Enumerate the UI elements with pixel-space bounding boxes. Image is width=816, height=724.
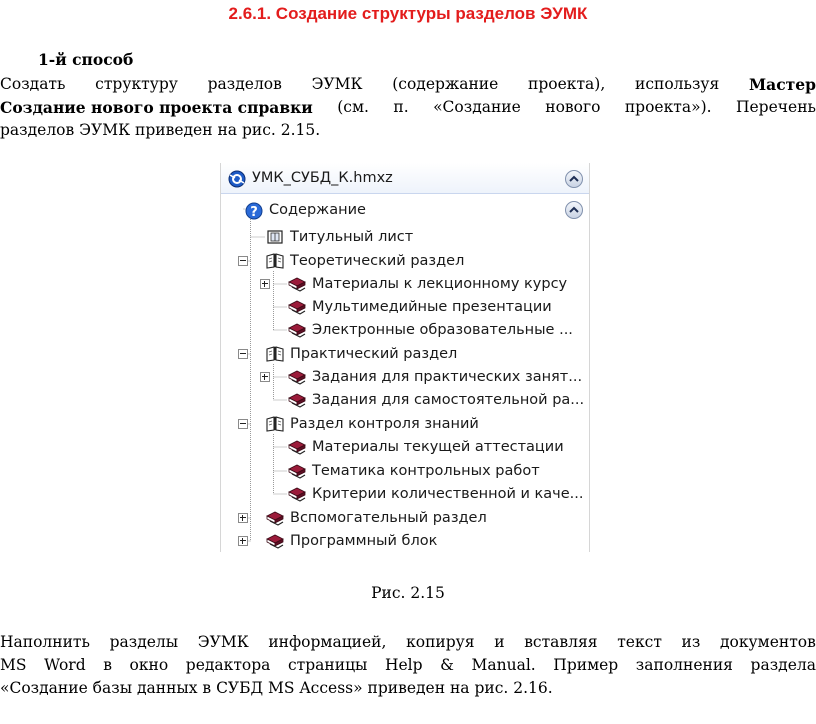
expand-icon[interactable] xyxy=(238,536,248,546)
closed-book-icon xyxy=(287,391,307,409)
table-of-contents-panel xyxy=(220,163,590,552)
chevron-up-icon xyxy=(568,204,580,216)
paragraph-word: Manual. xyxy=(471,656,536,674)
collapse-icon[interactable] xyxy=(238,349,248,359)
paragraph-word: ЭУМК xyxy=(311,75,363,93)
collapse-project-button[interactable] xyxy=(565,170,583,188)
collapse-icon[interactable] xyxy=(238,256,248,266)
paragraph-word: в xyxy=(103,656,112,674)
tree-item[interactable] xyxy=(287,484,584,504)
paragraph-word: и xyxy=(494,633,505,651)
paragraph-word: «Создание xyxy=(433,98,521,116)
tree-item[interactable] xyxy=(287,367,582,387)
tree-item-label: Материалы к лекционному курсу xyxy=(312,276,568,292)
paragraph-word: Перечень xyxy=(735,98,816,116)
tree-item[interactable] xyxy=(265,227,413,247)
paragraph-word: разделы xyxy=(109,633,179,651)
tree-item-label: Материалы текущей аттестации xyxy=(312,439,564,455)
help-project-icon xyxy=(227,169,247,187)
paragraph-word: документов xyxy=(719,633,816,651)
paragraph-word: из xyxy=(681,633,701,651)
paragraph-word: проекта), xyxy=(528,75,606,93)
help-icon xyxy=(244,201,264,219)
contents-label: Содержание xyxy=(269,202,366,218)
tree-item[interactable] xyxy=(287,320,573,340)
paragraph-word: Help xyxy=(384,656,423,674)
tree-item[interactable] xyxy=(265,414,479,434)
tree-item-label: Электронные образовательные ... xyxy=(312,322,573,338)
tree-item-label: Раздел контроля знаний xyxy=(290,416,479,432)
tree-item-label: Теоретический раздел xyxy=(290,253,465,269)
expand-icon[interactable] xyxy=(238,513,248,523)
tree-item[interactable] xyxy=(265,531,437,551)
paragraph-word: Мастер xyxy=(749,75,816,94)
closed-book-icon xyxy=(265,532,285,550)
paragraph-word: п. xyxy=(393,98,409,116)
tree-item[interactable] xyxy=(265,508,487,528)
tree-item-label: Вспомогательный раздел xyxy=(290,510,487,526)
paragraph-word: (содержание xyxy=(392,75,499,93)
closed-book-icon xyxy=(287,298,307,316)
paragraph-word: раздела xyxy=(750,656,816,674)
tree-item[interactable] xyxy=(287,297,552,317)
paragraph-word: Создать xyxy=(0,75,66,93)
paragraph-word: страницы xyxy=(288,656,368,674)
paragraph-word: вставляя xyxy=(524,633,598,651)
paragraph-word: Пример xyxy=(553,656,619,674)
tree-item-label: Практический раздел xyxy=(290,346,458,362)
closed-book-icon xyxy=(287,485,307,503)
fill-paragraph xyxy=(0,631,816,700)
closed-book-icon xyxy=(287,368,307,386)
tree-item-label: Задания для практических занят... xyxy=(312,369,583,385)
paragraph-word: информацией, xyxy=(268,633,387,651)
tree-item-label: Титульный лист xyxy=(290,229,414,245)
project-root-node[interactable] xyxy=(227,168,393,188)
paragraph-word: структуру xyxy=(95,75,178,93)
paragraph-word: Создание нового проекта справки xyxy=(0,98,313,117)
section-heading: 2.6.1. Создание структуры разделов ЭУМК xyxy=(228,4,588,23)
figure-caption: Рис. 2.15 xyxy=(371,584,445,602)
paragraph-word: проекта»). xyxy=(624,98,712,116)
paragraph-word: нового xyxy=(545,98,601,116)
paragraph-word: (см. xyxy=(337,98,369,116)
tree-item-label: Критерии количественной и каче... xyxy=(312,486,584,502)
tree-item[interactable] xyxy=(287,274,567,294)
intro-paragraph xyxy=(0,73,816,142)
tree-item[interactable] xyxy=(287,437,564,457)
tree-item-label: Задания для самостоятельной ра... xyxy=(312,392,585,408)
tree-item-label: Программный блок xyxy=(290,533,438,549)
tree-item[interactable] xyxy=(287,390,584,410)
open-book-icon xyxy=(265,252,285,270)
paragraph-line xyxy=(0,96,816,119)
paragraph-word: ЭУМК xyxy=(197,633,249,651)
paragraph-line xyxy=(0,654,816,677)
paragraph-word: Word xyxy=(44,656,86,674)
chevron-up-icon xyxy=(568,173,580,185)
closed-book-icon xyxy=(287,462,307,480)
paragraph-word: Наполнить xyxy=(0,633,90,651)
tree-item[interactable] xyxy=(265,344,457,364)
contents-node[interactable] xyxy=(244,200,366,220)
open-book-icon xyxy=(265,415,285,433)
paragraph-word: & xyxy=(440,656,454,674)
paragraph-word: копируя xyxy=(406,633,475,651)
paragraph-line xyxy=(0,631,816,654)
svg-text:?: ? xyxy=(250,205,258,220)
paragraph-word: окно xyxy=(129,656,169,674)
method-title: 1-й способ xyxy=(38,50,134,69)
collapse-contents-button[interactable] xyxy=(565,201,583,219)
closed-book-icon xyxy=(287,321,307,339)
expand-icon[interactable] xyxy=(260,279,270,289)
closed-book-icon xyxy=(287,438,307,456)
expand-icon[interactable] xyxy=(260,372,270,382)
paragraph-word: разделов xyxy=(207,75,282,93)
paragraph-line: разделов ЭУМК приведен на рис. 2.15. xyxy=(0,121,321,139)
paragraph-word: MS xyxy=(0,656,27,674)
paragraph-word: используя xyxy=(634,75,720,93)
open-book-icon xyxy=(265,345,285,363)
title-page-icon xyxy=(265,228,285,246)
paragraph-word: редактора xyxy=(185,656,271,674)
closed-book-icon xyxy=(287,275,307,293)
tree-item-label: Тематика контрольных работ xyxy=(312,463,540,479)
collapse-icon[interactable] xyxy=(238,419,248,429)
closed-book-icon xyxy=(265,509,285,527)
tree-item[interactable] xyxy=(287,461,540,481)
tree-item[interactable] xyxy=(265,251,464,271)
paragraph-word: заполнения xyxy=(635,656,733,674)
tree-item-label: Мультимедийные презентации xyxy=(312,299,552,315)
paragraph-line: «Создание базы данных в СУБД MS Access» приведен на рис. 2.16. xyxy=(0,679,553,697)
paragraph-line xyxy=(0,73,816,96)
paragraph-word: текст xyxy=(617,633,662,651)
project-title: УМК_СУБД_К.hmxz xyxy=(252,170,393,186)
